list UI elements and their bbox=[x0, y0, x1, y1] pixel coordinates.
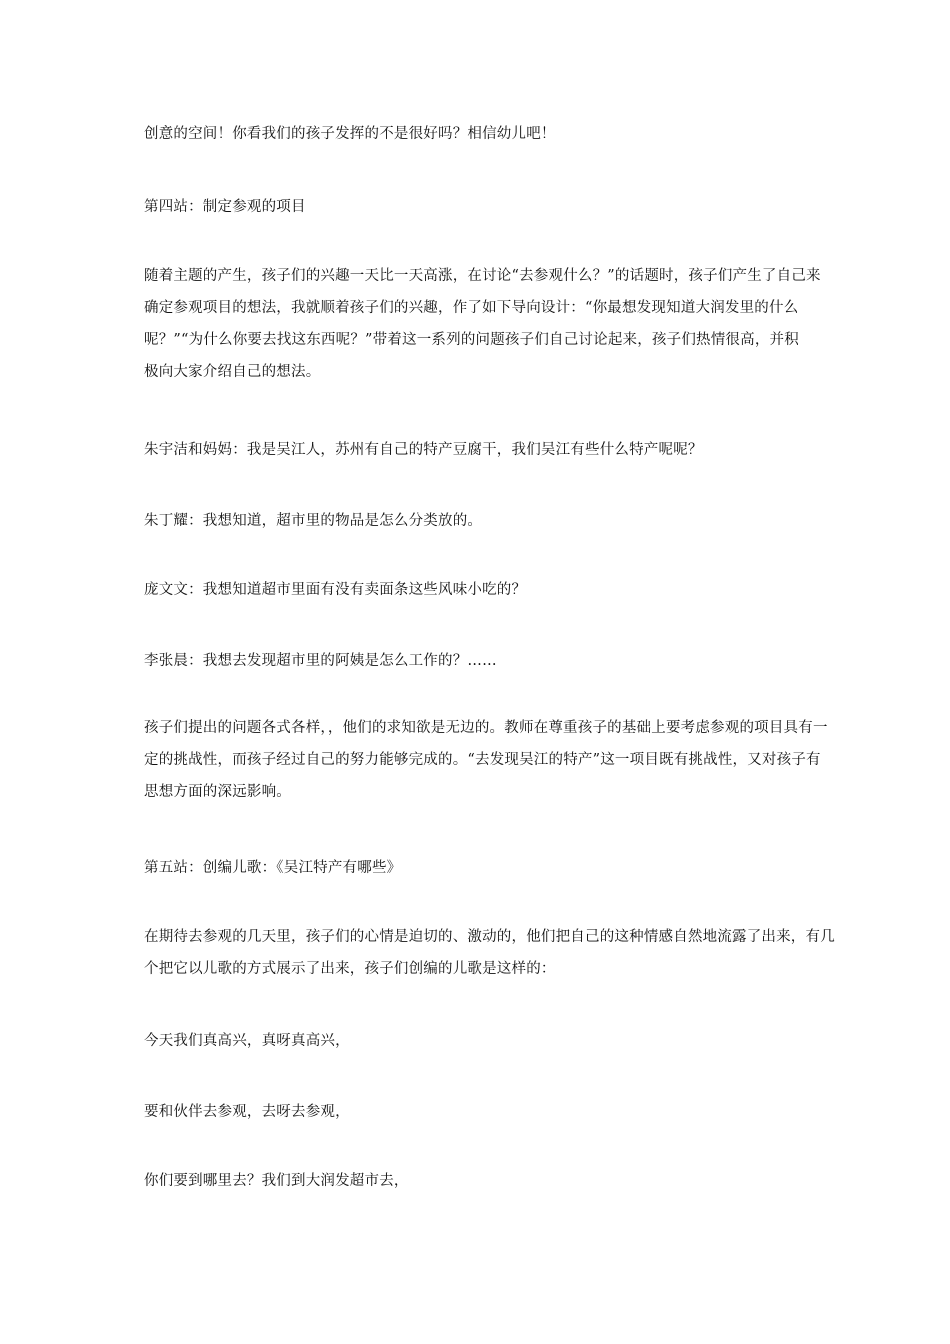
text-line: 朱丁耀：我想知道，超市里的物品是怎么分类放的。 bbox=[144, 513, 483, 529]
text-line: 极向大家介绍自己的想法。 bbox=[144, 364, 321, 380]
song-line-1 bbox=[144, 1025, 812, 1057]
heading-text: 第四站：制定参观的项目 bbox=[144, 199, 306, 215]
text-line: 李张晨：我想去发现超市里的阿姨是怎么工作的？…… bbox=[144, 653, 497, 669]
text-line: 个把它以儿歌的方式展示了出来，孩子们创编的儿歌是这样的： bbox=[144, 961, 556, 977]
paragraph-teacher-reflection bbox=[144, 712, 828, 808]
text-line: 确定参观项目的想法，我就顺着孩子们的兴趣，作了如下导向设计：“你最想发现知道大润发里的什么 bbox=[144, 300, 799, 316]
paragraph-child-quote-2 bbox=[144, 505, 812, 537]
section-heading-station-five bbox=[144, 852, 812, 884]
text-line: 随着主题的产生，孩子们的兴趣一天比一天高涨，在讨论“去参观什么？”的话题时，孩子们产生了自己来 bbox=[144, 268, 821, 284]
song-line-3 bbox=[144, 1165, 812, 1197]
text-line: 今天我们真高兴，真呀真高兴， bbox=[144, 1033, 350, 1049]
paragraph-anticipation bbox=[144, 921, 835, 985]
text-line: 思想方面的深远影响。 bbox=[144, 784, 291, 800]
text-line: 创意的空间！你看我们的孩子发挥的不是很好吗？相信幼儿吧！ bbox=[144, 126, 556, 142]
text-line: 庞文文：我想知道超市里面有没有卖面条这些风味小吃的？ bbox=[144, 582, 527, 598]
text-line: 朱宇洁和妈妈：我是吴江人，苏州有自己的特产豆腐干，我们吴江有些什么特产呢呢？ bbox=[144, 442, 703, 458]
song-line-2 bbox=[144, 1096, 812, 1128]
section-heading-station-four bbox=[144, 191, 812, 223]
text-line: 定的挑战性，而孩子经过自己的努力能够完成的。“去发现吴江的特产”这一项目既有挑战性，又对孩子有 bbox=[144, 752, 821, 768]
text-line: 你们要到哪里去？我们到大润发超市去， bbox=[144, 1173, 409, 1189]
paragraph-child-quote-4 bbox=[144, 645, 812, 677]
heading-text: 第五站：创编儿歌：《吴江特产有哪些》 bbox=[144, 860, 402, 876]
text-line: 孩子们提出的问题各式各样，，他们的求知欲是无边的。教师在尊重孩子的基础上要考虑参观的项目具有一 bbox=[144, 720, 828, 736]
text-line: 要和伙伴去参观，去呀去参观， bbox=[144, 1104, 350, 1120]
text-line: 呢？”“为什么你要去找这东西呢？”带着这一系列的问题孩子们自己讨论起来，孩子们热情很高，并积 bbox=[144, 332, 799, 348]
paragraph-topic-interest bbox=[144, 260, 821, 388]
paragraph-child-quote-3 bbox=[144, 574, 812, 606]
text-line: 在期待去参观的几天里，孩子们的心情是迫切的、激动的，他们把自己的这种情感自然地流露了出来，有几 bbox=[144, 929, 835, 945]
paragraph-child-quote-1 bbox=[144, 434, 812, 466]
paragraph-intro-end bbox=[144, 118, 812, 150]
